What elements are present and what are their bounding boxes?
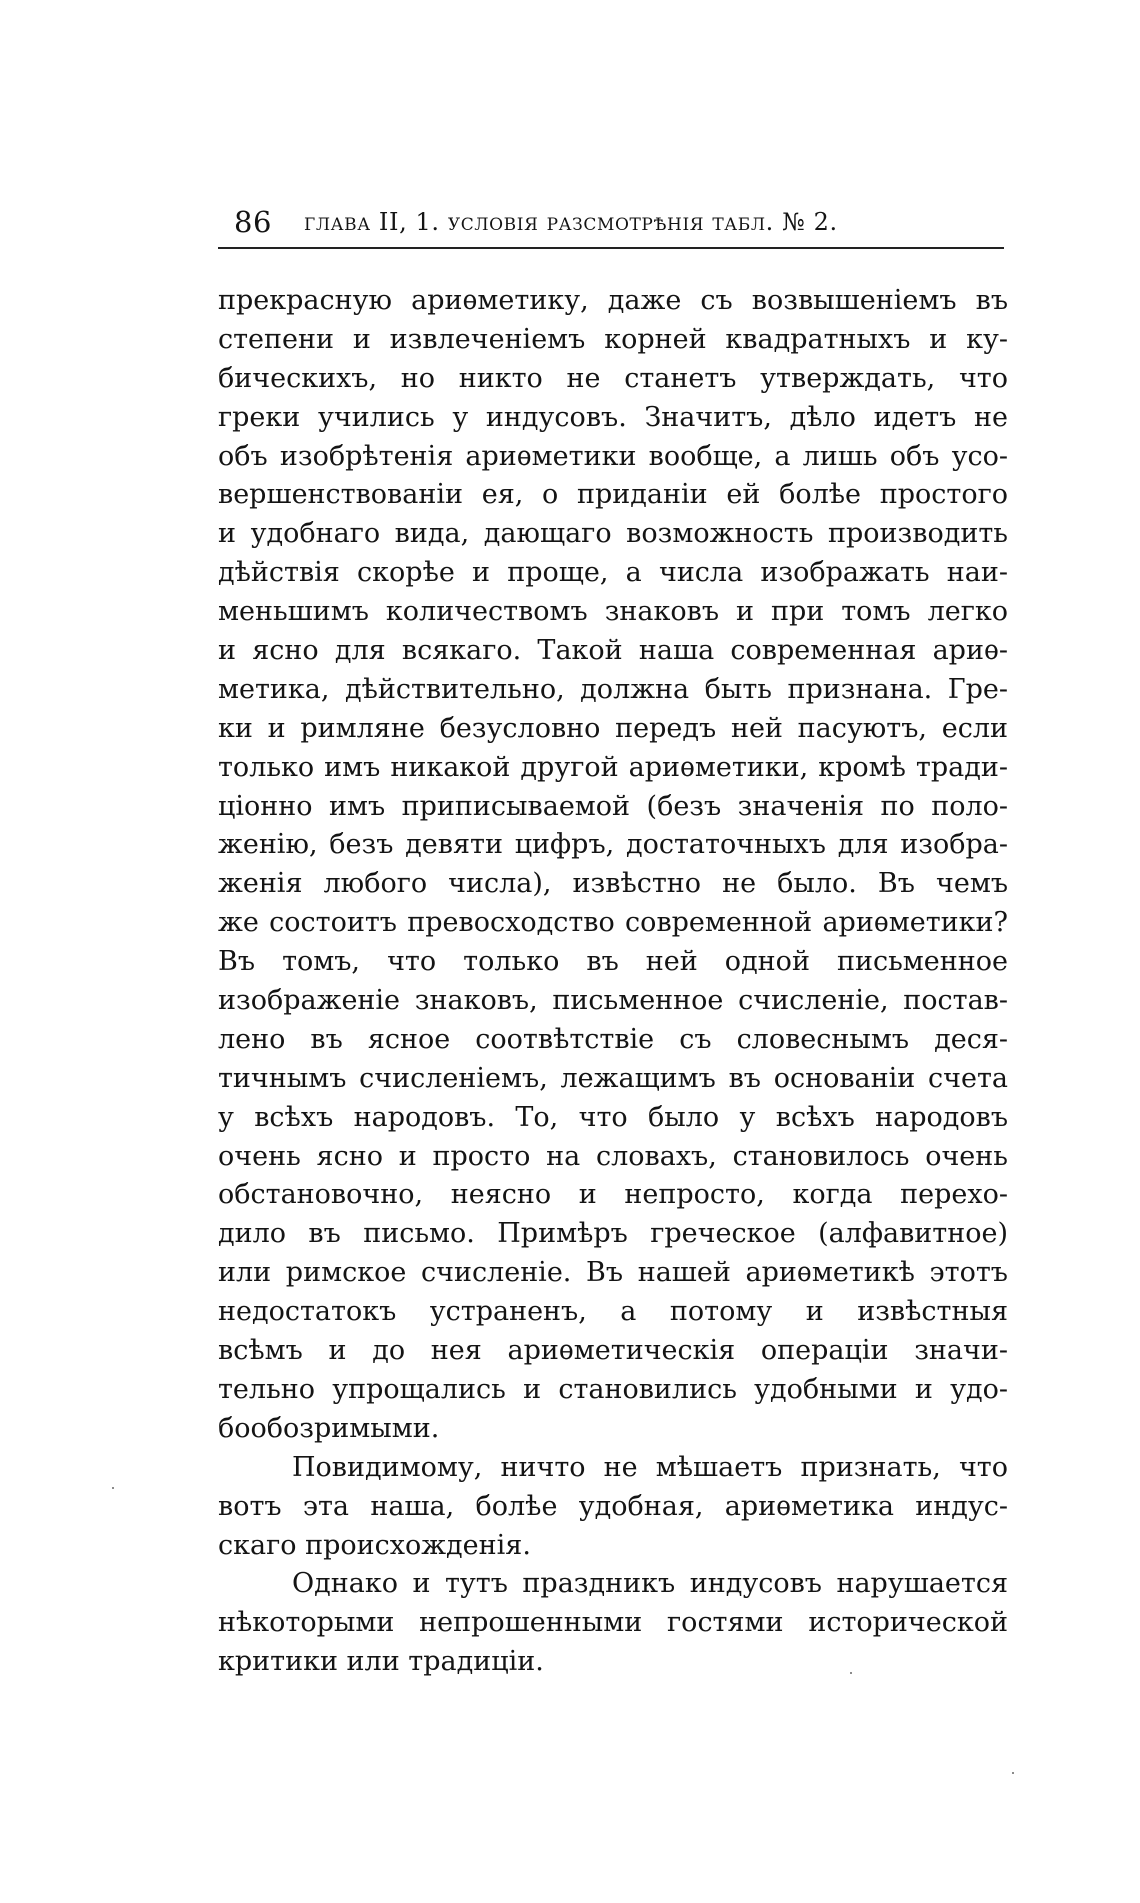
text-line: Въ томъ, что только въ ней одной письменное (218, 946, 1008, 978)
paragraph-1 (218, 282, 1008, 1449)
text-line: лено въ ясное соотвѣтствіе съ словеснымъ деся- (218, 1023, 1008, 1055)
text-line: и ясно для всякаго. Такой наша современная ариѳ- (218, 635, 1008, 667)
text-line: бическихъ, но никто не станетъ утверждать, что (218, 362, 1008, 394)
text-line: критики или традиціи. (218, 1646, 544, 1678)
text-line: всѣмъ и до нея ариѳметическія операціи значи- (218, 1335, 1008, 1367)
text-line: Однако и тутъ праздникъ индусовъ нарушается (292, 1568, 1008, 1600)
paper-speck (850, 1672, 852, 1674)
paragraph-3 (218, 1565, 1008, 1682)
text-line: прекрасную ариѳметику, даже съ возвышеніемъ въ (218, 285, 1008, 316)
paragraph-2 (218, 1449, 1008, 1566)
paper-speck (1012, 1772, 1014, 1774)
text-line: бообозримыми. (218, 1412, 440, 1444)
text-line: вотъ эта наша, болѣе удобная, ариѳметика индус- (218, 1490, 1008, 1522)
text-line: объ изобрѣтенія ариѳметики вообще, а лишь объ усо- (218, 440, 1008, 472)
text-line: ціонно имъ приписываемой (безъ значенія по поло- (218, 790, 1008, 822)
text-line: и удобнаго вида, дающаго возможность производить (218, 518, 1008, 550)
chapter-heading: глава II, 1. условія разсмотрѣнія табл. № 2. (304, 208, 838, 236)
text-line: у всѣхъ народовъ. То, что было у всѣхъ народовъ (218, 1101, 1008, 1133)
text-line: очень ясно и просто на словахъ, становилось очень (218, 1140, 1008, 1172)
text-line: Повидимому, ничто не мѣшаетъ признать, что (292, 1451, 1008, 1483)
text-line: вершенствованіи ея, о приданіи ей болѣе простого (218, 479, 1008, 511)
body-text (218, 282, 1008, 1682)
running-header (218, 205, 1004, 249)
text-line: изображеніе знаковъ, письменное счисленіе, постав- (218, 985, 1008, 1017)
text-line: скаго происхожденія. (218, 1529, 531, 1561)
text-line: греки учились у индусовъ. Значитъ, дѣло идетъ не (218, 401, 1008, 433)
paper-speck (112, 1487, 114, 1489)
page-number: 86 (234, 205, 272, 239)
text-line: женію, безъ девяти цифръ, достаточныхъ для изобра- (218, 829, 1008, 861)
text-line: недостатокъ устраненъ, а потому и извѣстныя (218, 1296, 1008, 1328)
text-line: или римское счисленіе. Въ нашей ариѳметикѣ этотъ (218, 1257, 1008, 1289)
text-line: дѣйствія скорѣе и проще, а числа изображать наи- (218, 557, 1008, 589)
text-line: метика, дѣйствительно, должна быть признана. Гре- (218, 673, 1008, 705)
text-line: обстановочно, неясно и непросто, когда перехо- (218, 1179, 1008, 1211)
text-line: меньшимъ количествомъ знаковъ и при томъ легко (218, 596, 1008, 628)
text-line: ки и римляне безусловно передъ ней пасуютъ, если (218, 712, 1008, 744)
text-line: женія любого числа), извѣстно не было. Въ чемъ (218, 868, 1008, 900)
text-line: нѣкоторыми непрошенными гостями исторической (218, 1607, 1008, 1639)
text-line: степени и извлеченіемъ корней квадратныхъ и ку- (218, 323, 1008, 355)
text-line: же состоитъ превосходство современной ариѳметики? (218, 907, 1008, 939)
text-line: тичнымъ счисленіемъ, лежащимъ въ основаніи счета (218, 1062, 1008, 1094)
text-line: дило въ письмо. Примѣръ греческое (алфавитное) (218, 1218, 1008, 1250)
text-line: тельно упрощались и становились удобными и удо- (218, 1373, 1008, 1405)
text-line: только имъ никакой другой ариѳметики, кромѣ тради- (218, 751, 1008, 783)
